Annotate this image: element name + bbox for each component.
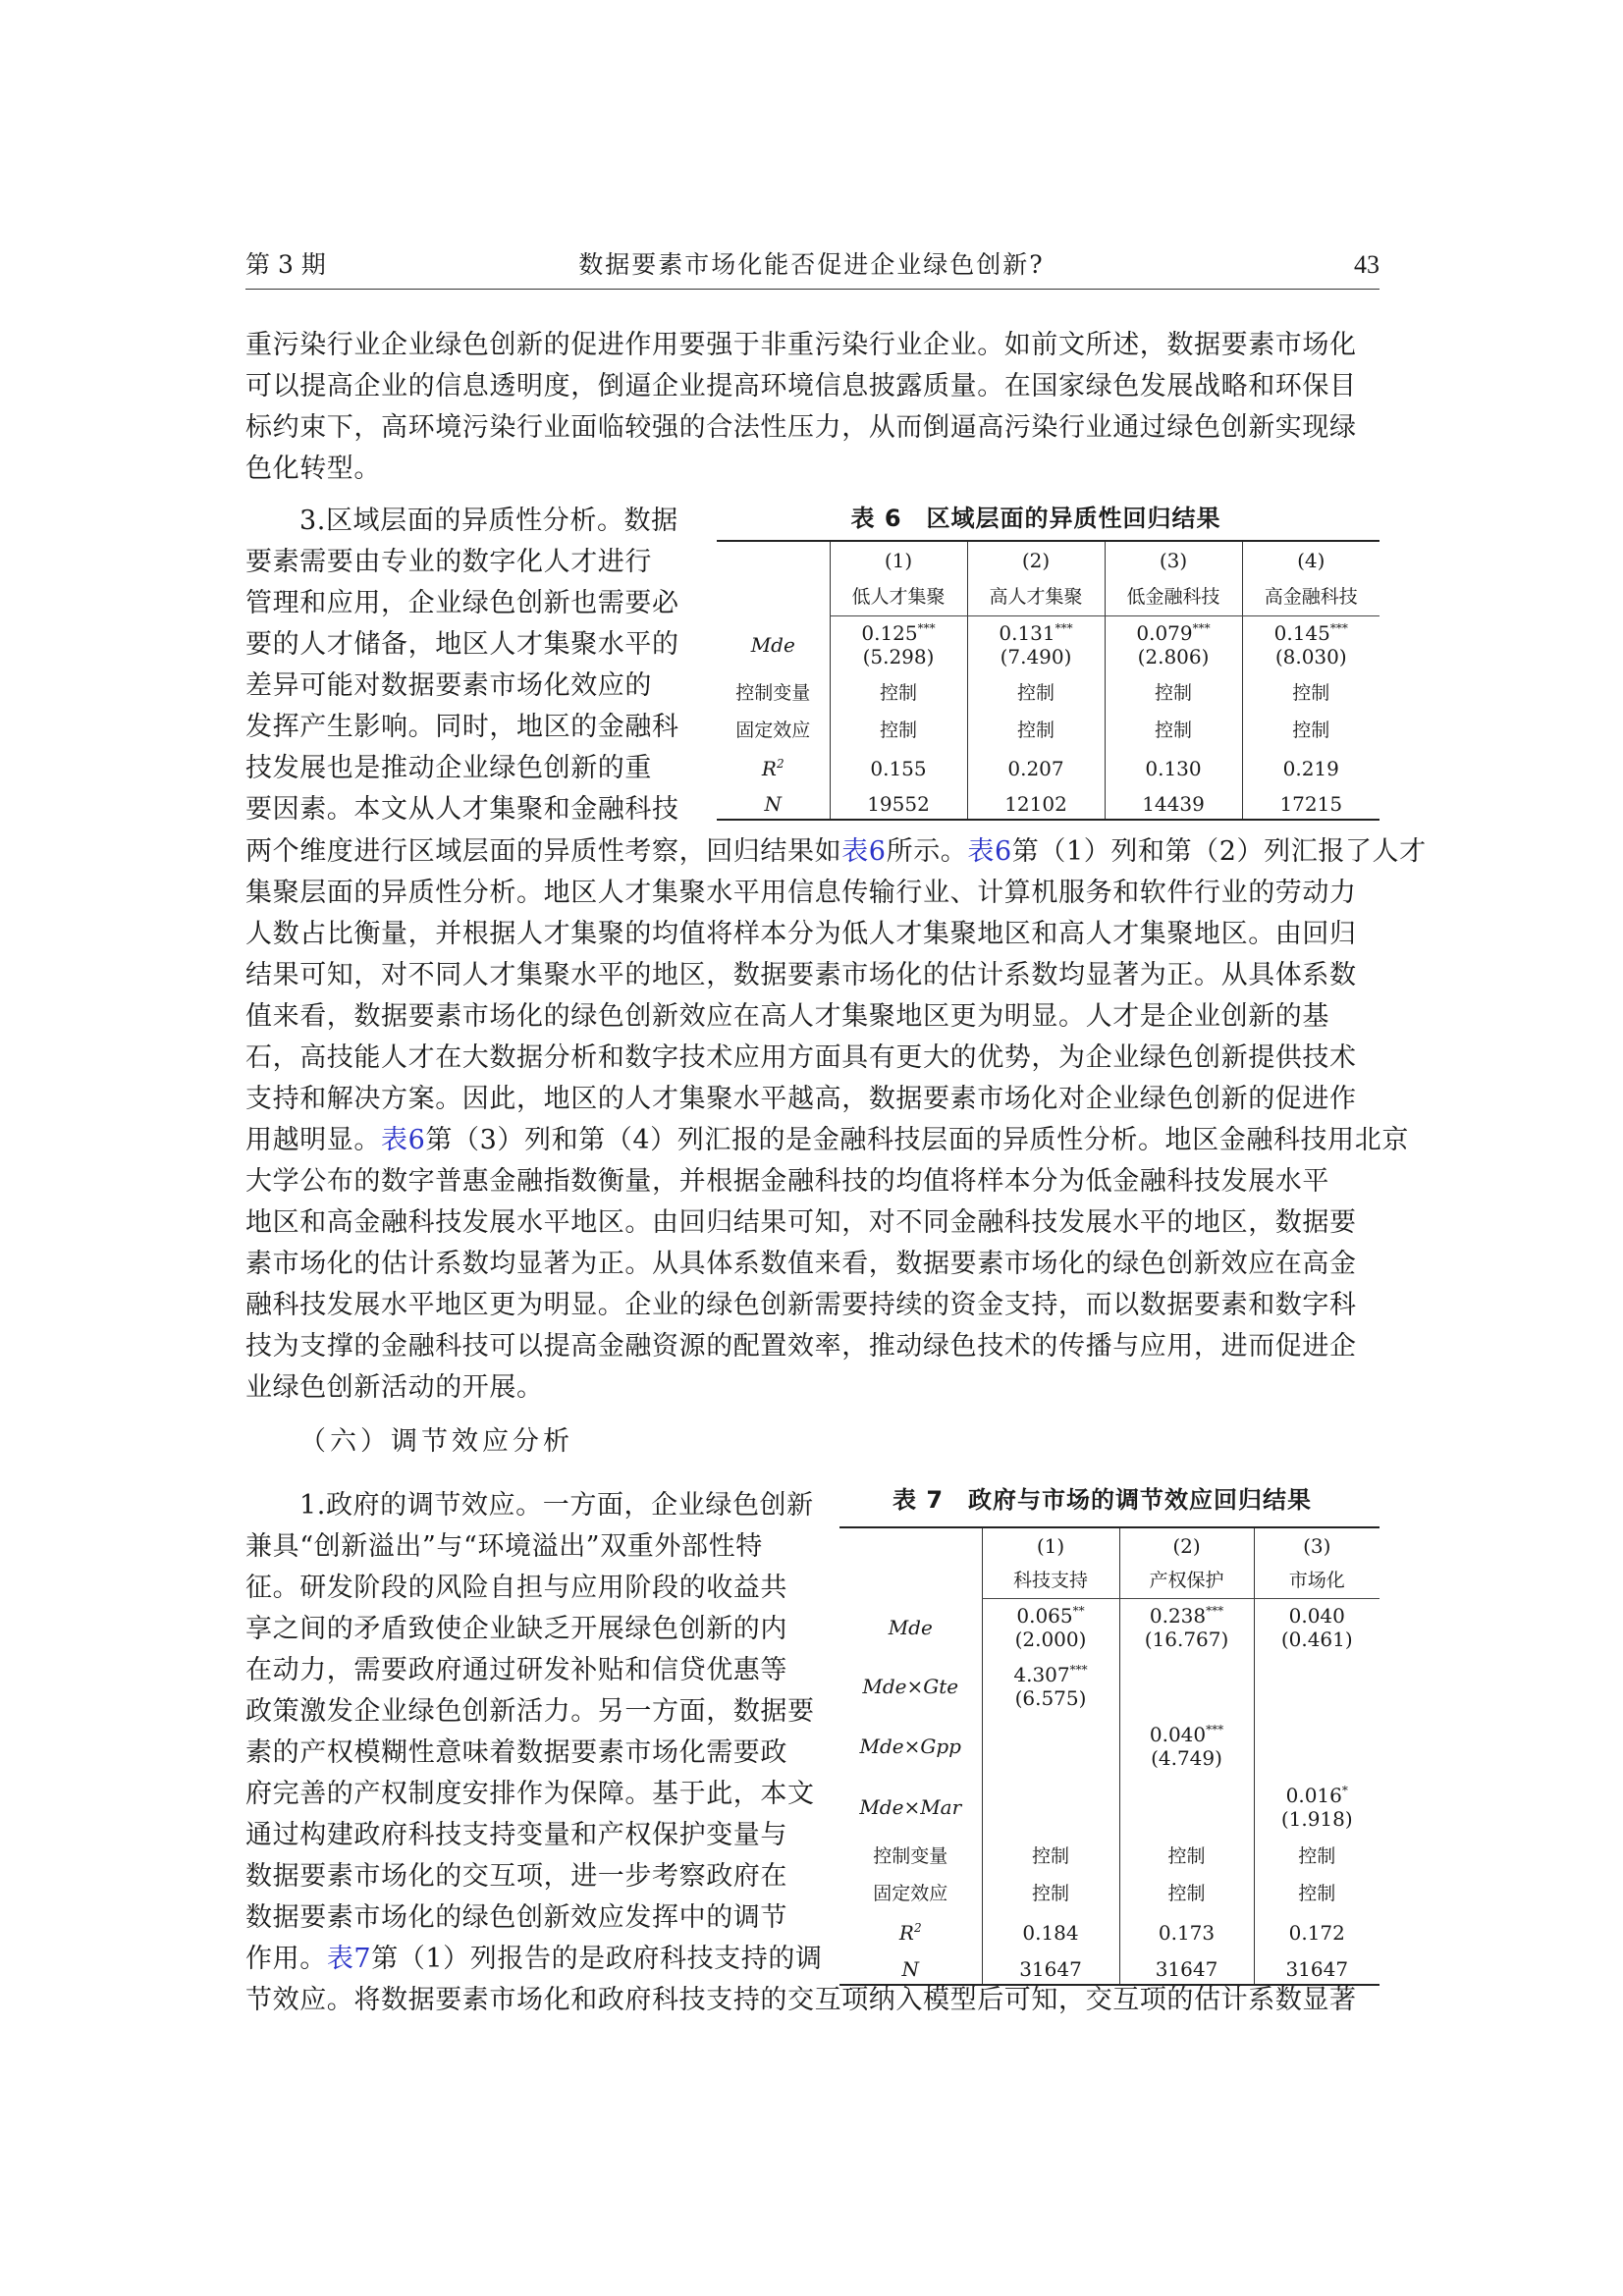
table6-cell: 控制 <box>1242 674 1380 712</box>
tstat: (7.490) <box>1000 645 1072 669</box>
body-line: 征。研发阶段的风险自担与应用阶段的收益共 <box>245 1573 787 1603</box>
stars: *** <box>1055 621 1073 636</box>
table6-col-header: (1) <box>830 541 967 578</box>
body-line: 集聚层面的异质性分析。地区人才集聚水平用信息传输行业、计算机服务和软件行业的劳动力 <box>245 878 1357 908</box>
body-line: 两个维度进行区域层面的异质性考察，回归结果如表6所示。表6第（1）列和第（2）列汇报了人才 <box>245 836 1427 867</box>
table6-cell: 控制 <box>1105 674 1242 712</box>
body-line: 3.区域层面的异质性分析。数据 <box>299 506 678 536</box>
table7-cell: 0.016* (1.918) <box>1254 1777 1380 1838</box>
table7-row-label-gpp: Mde×Gpp <box>859 1735 961 1758</box>
table7-row-label-r2: $R^2$ <box>898 1921 922 1945</box>
body-line: 管理和应用，企业绿色创新也需要必 <box>245 588 679 618</box>
body-line: 兼具“创新溢出”与“环境溢出”双重外部性特 <box>245 1531 763 1562</box>
table6-cell: 0.219 <box>1242 749 1380 788</box>
coef: 0.145 <box>1273 621 1330 646</box>
body-line: 用越明显。表6第（3）列和第（4）列汇报的是金融科技层面的异质性分析。地区金融科技用北京 <box>245 1125 1409 1155</box>
table6-row-label-n: N <box>717 788 830 820</box>
table7-cell: 0.238*** (16.767) <box>1119 1598 1254 1657</box>
table6-cell: 19552 <box>830 788 967 820</box>
body-line: 节效应。将数据要素市场化和政府科技支持的交互项纳入模型后可知，交互项的估计系数显著 <box>245 1985 1357 2015</box>
table6-col-header: (3) <box>1105 541 1242 578</box>
body-line: 素市场化的估计系数均显著为正。从具体系数值来看，数据要素市场化的绿色创新效应在高金 <box>245 1249 1357 1279</box>
table7-col-header: (2) <box>1119 1527 1254 1563</box>
header-rule <box>245 289 1380 290</box>
table6-link[interactable]: 表6 <box>381 1125 426 1155</box>
body-line: 数据要素市场化的绿色创新效应发挥中的调节 <box>245 1902 787 1933</box>
table7-cell <box>982 1716 1119 1777</box>
body-line: 1.政府的调节效应。一方面，企业绿色创新 <box>299 1490 814 1521</box>
body-line: 素的产权模糊性意味着数据要素市场化需要政 <box>245 1737 787 1768</box>
body-line: 可以提高企业的信息透明度，倒逼企业提高环境信息披露质量。在国家绿色发展战略和环保目 <box>245 371 1357 401</box>
table7-cell <box>982 1777 1119 1838</box>
table6-group-header: 低金融科技 <box>1105 578 1242 615</box>
table6-link[interactable]: 表6 <box>967 836 1012 867</box>
coef: 0.125 <box>861 621 918 646</box>
running-header-title: 数据要素市场化能否促进企业绿色创新? <box>578 250 1045 279</box>
body-line: 石，高技能人才在大数据分析和数字技术应用方面具有更大的优势，为企业绿色创新提供技术 <box>245 1042 1357 1073</box>
table7-cell: 31647 <box>982 1953 1119 1985</box>
running-header-issue: 第 3 期 <box>245 250 326 279</box>
table6-col-header: (2) <box>967 541 1105 578</box>
table7-cell <box>1254 1716 1380 1777</box>
body-line: 差异可能对数据要素市场化效应的 <box>245 670 652 701</box>
table6-cell: 0.130 <box>1105 749 1242 788</box>
body-line: 地区和高金融科技发展水平地区。由回归结果可知，对不同金融科技发展水平的地区，数据要 <box>245 1207 1357 1238</box>
table7-cell <box>1119 1657 1254 1716</box>
body-line: 支持和解决方案。因此，地区的人才集聚水平越高，数据要素市场化对企业绿色创新的促进作 <box>245 1084 1357 1114</box>
tstat: (8.030) <box>1274 645 1347 669</box>
table7-corner <box>839 1563 982 1598</box>
body-line: 人数占比衡量，并根据人才集聚的均值将样本分为低人才集聚地区和高人才集聚地区。由回归 <box>245 919 1357 949</box>
table7-cell: 0.040 (0.461) <box>1254 1598 1380 1657</box>
table6-corner <box>717 578 830 615</box>
table7-group-header: 科技支持 <box>982 1563 1119 1598</box>
table7-cell: 控制 <box>1254 1875 1380 1912</box>
body-line: 要的人才储备，地区人才集聚水平的 <box>245 629 679 660</box>
table6-cell <box>1105 615 1242 674</box>
table7-row-label-n: N <box>839 1953 982 1985</box>
table6-group-header: 高金融科技 <box>1242 578 1380 615</box>
table7-cell: 4.307*** (6.575) <box>982 1657 1119 1716</box>
table6-cell: 控制 <box>1242 712 1380 749</box>
table7-cell: 31647 <box>1119 1953 1254 1985</box>
table6-cell <box>967 615 1105 674</box>
table7-row-label-controls: 控制变量 <box>873 1845 948 1867</box>
table7-col-header: (3) <box>1254 1527 1380 1563</box>
table6-cell: 0.207 <box>967 749 1105 788</box>
body-line: 在动力，需要政府通过研发补贴和信贷优惠等 <box>245 1655 787 1685</box>
table7-cell <box>1254 1657 1380 1716</box>
body-line: 通过构建政府科技支持变量和产权保护变量与 <box>245 1820 787 1850</box>
table7-cell: 控制 <box>982 1875 1119 1912</box>
body-line: 发挥产生影响。同时，地区的金融科 <box>245 712 679 742</box>
table7-group-header: 市场化 <box>1254 1563 1380 1598</box>
table7-cell: 0.040*** (4.749) <box>1119 1716 1254 1777</box>
stars: *** <box>1329 621 1348 636</box>
table7-cell: 控制 <box>1119 1875 1254 1912</box>
table7-link[interactable]: 表7 <box>326 1944 372 1974</box>
table7-cell: 控制 <box>1119 1838 1254 1875</box>
table7-col-header: (1) <box>982 1527 1119 1563</box>
table7-corner <box>839 1527 982 1563</box>
table7-row-label-gte: Mde×Gte <box>862 1675 959 1698</box>
body-line: 要因素。本文从人才集聚和金融科技 <box>245 794 679 825</box>
table6-group-header: 高人才集聚 <box>967 578 1105 615</box>
table6-cell: 控制 <box>967 674 1105 712</box>
tstat: (2.806) <box>1137 645 1210 669</box>
body-line: 结果可知，对不同人才集聚水平的地区，数据要素市场化的估计系数均显著为正。从具体系数 <box>245 960 1357 990</box>
table7-cell: 0.184 <box>982 1912 1119 1953</box>
body-line: 技发展也是推动企业绿色创新的重 <box>245 753 652 783</box>
table6-row-label-mde: Mde <box>750 633 795 657</box>
table6-cell <box>1242 615 1380 674</box>
table6-group-header: 低人才集聚 <box>830 578 967 615</box>
body-line: 数据要素市场化的交互项，进一步考察政府在 <box>245 1861 787 1892</box>
table6-cell <box>830 615 967 674</box>
body-line: 政策激发企业绿色创新活力。另一方面，数据要 <box>245 1696 815 1727</box>
table7-title: 表 7 政府与市场的调节效应回归结果 <box>892 1486 1313 1514</box>
body-line: 色化转型。 <box>245 454 381 484</box>
table6-cell: 14439 <box>1105 788 1242 820</box>
tstat: (5.298) <box>862 645 935 669</box>
table7-cell: 0.172 <box>1254 1912 1380 1953</box>
table7-cell <box>1119 1777 1254 1838</box>
section-heading: （六）调节效应分析 <box>299 1426 573 1457</box>
body-line: 大学公布的数字普惠金融指数衡量，并根据金融科技的均值将样本分为低金融科技发展水平 <box>245 1166 1329 1197</box>
table6-cell: 控制 <box>967 712 1105 749</box>
table6-row-label-fixed: 固定效应 <box>735 720 811 741</box>
table6-link[interactable]: 表6 <box>841 836 887 867</box>
body-line: 标约束下，高环境污染行业面临较强的合法性压力，从而倒逼高污染行业通过绿色创新实现绿 <box>245 412 1357 443</box>
table7-cell: 31647 <box>1254 1953 1380 1985</box>
body-line: 业绿色创新活动的开展。 <box>245 1372 544 1403</box>
table6 <box>717 540 1380 821</box>
table6-cell: 控制 <box>830 674 967 712</box>
table7-group-header: 产权保护 <box>1119 1563 1254 1598</box>
table6-row-label-controls: 控制变量 <box>735 682 811 704</box>
coef: 0.079 <box>1136 621 1193 646</box>
body-line: 值来看，数据要素市场化的绿色创新效应在高人才集聚地区更为明显。人才是企业创新的基 <box>245 1001 1329 1032</box>
table6-cell: 12102 <box>967 788 1105 820</box>
coef: 0.131 <box>999 621 1055 646</box>
table7-row-label-mde: Mde <box>888 1616 933 1639</box>
page-number: 43 <box>1354 250 1380 279</box>
table6-cell: 控制 <box>1105 712 1242 749</box>
body-line: 重污染行业企业绿色创新的促进作用要强于非重污染行业企业。如前文所述，数据要素市场化 <box>245 330 1357 360</box>
body-line: 要素需要由专业的数字化人才进行 <box>245 547 652 577</box>
table7-row-label-mar: Mde×Mar <box>859 1795 962 1819</box>
table7-cell: 0.065** (2.000) <box>982 1598 1119 1657</box>
body-line: 技为支撑的金融科技可以提高金融资源的配置效率，推动绿色技术的传播与应用，进而促进企 <box>245 1331 1357 1362</box>
body-line: 府完善的产权制度安排作为保障。基于此，本文 <box>245 1779 815 1809</box>
table6-cell: 17215 <box>1242 788 1380 820</box>
table7-cell: 控制 <box>982 1838 1119 1875</box>
body-line: 融科技发展水平地区更为明显。企业的绿色创新需要持续的资金支持，而以数据要素和数字科 <box>245 1290 1357 1320</box>
table6-cell: 控制 <box>830 712 967 749</box>
table6-col-header: (4) <box>1242 541 1380 578</box>
table7-row-label-fixed: 固定效应 <box>873 1883 948 1904</box>
table6-row-label-r2: $R^2$ <box>761 757 784 780</box>
stars: *** <box>917 621 936 636</box>
table6-cell: 0.155 <box>830 749 967 788</box>
table7-cell: 0.173 <box>1119 1912 1254 1953</box>
body-line: 享之间的矛盾致使企业缺乏开展绿色创新的内 <box>245 1614 787 1644</box>
table7 <box>839 1526 1380 1986</box>
stars: *** <box>1192 621 1211 636</box>
table6-corner <box>717 541 830 578</box>
table7-cell: 控制 <box>1254 1838 1380 1875</box>
body-line: 作用。表7第（1）列报告的是政府科技支持的调 <box>245 1944 823 1974</box>
table6-title: 表 6 区域层面的异质性回归结果 <box>850 505 1221 532</box>
